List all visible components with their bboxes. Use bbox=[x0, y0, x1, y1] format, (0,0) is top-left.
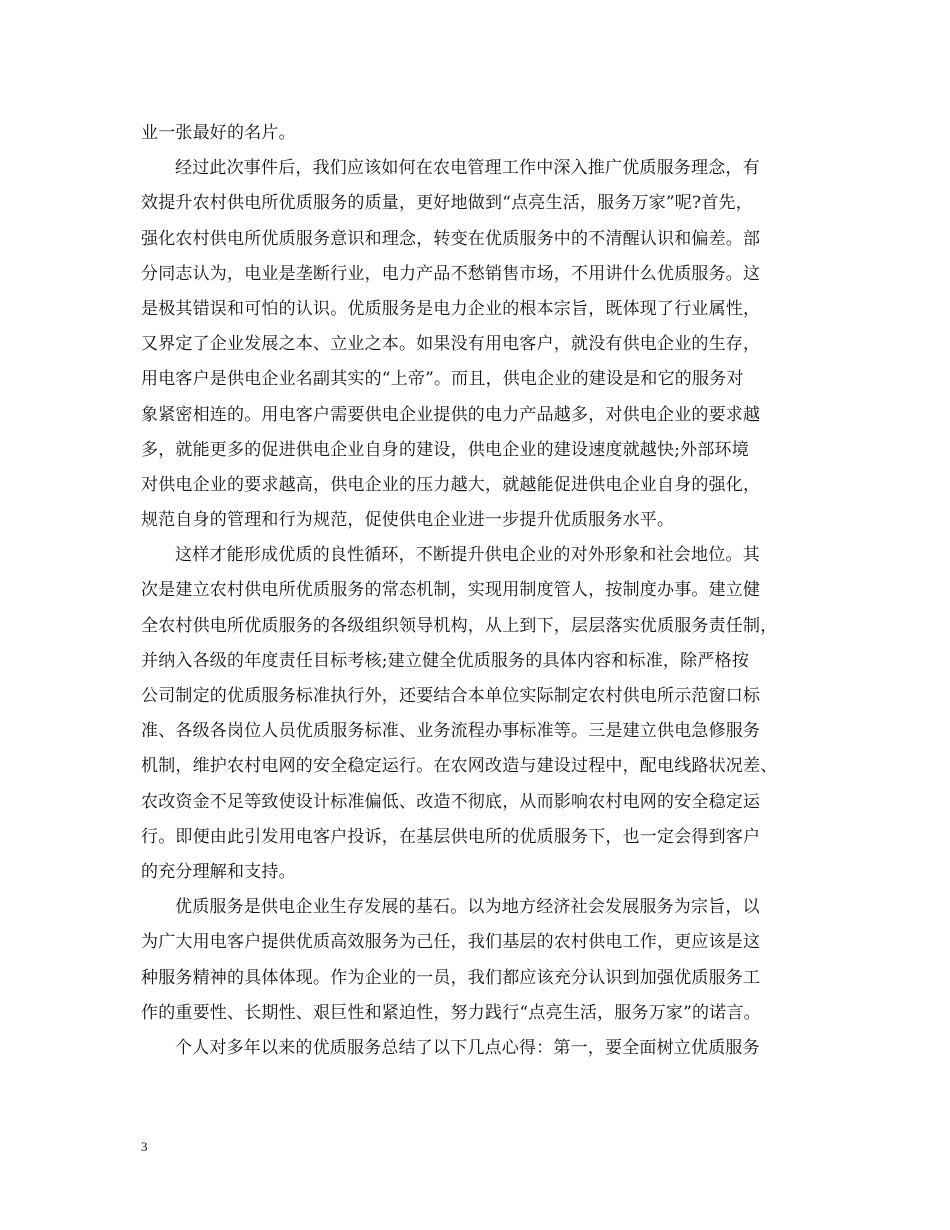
text-line: 行。即便由此引发用电客户投诉，在基层供电所的优质服务下，也一定会得到客户 bbox=[141, 826, 761, 847]
text-line: 全农村供电所优质服务的各级组织领导机构，从上到下，层层落实优质服务责任制， bbox=[141, 615, 778, 636]
text-line: 是极其错误和可怕的认识。优质服务是电力企业的根本宗旨，既体现了行业属性， bbox=[141, 298, 761, 319]
text-line: 个人对多年以来的优质服务总结了以下几点心得：第一，要全面树立优质服务 bbox=[175, 1037, 760, 1058]
text-line: 又界定了企业发展之本、立业之本。如果没有用电客户，就没有供电企业的生存， bbox=[141, 334, 761, 355]
text-line: 规范自身的管理和行为规范，促使供电企业进一步提升优质服务水平。 bbox=[141, 510, 675, 531]
text-line: 多，就能更多的促进供电企业自身的建设，供电企业的建设速度就越快;外部环境 bbox=[141, 439, 749, 460]
text-line: 经过此次事件后，我们应该如何在农电管理工作中深入推广优质服务理念，有 bbox=[175, 158, 760, 179]
text-line: 用电客户是供电企业名副其实的“上帝”。而且，供电企业的建设是和它的服务对 bbox=[141, 369, 744, 390]
text-line: 对供电企业的要求越高，供电企业的压力越大，就越能促进供电企业自身的强化， bbox=[141, 474, 761, 495]
text-line: 效提升农村供电所优质服务的质量，更好地做到“点亮生活，服务万家”呢?首先， bbox=[141, 193, 753, 214]
text-line: 为广大用电客户提供优质高效服务为己任，我们基层的农村供电工作，更应该是这 bbox=[141, 932, 761, 953]
text-line: 并纳入各级的年度责任目标考核;建立健全优质服务的具体内容和标准，除严格按 bbox=[141, 650, 749, 671]
text-line: 象紧密相连的。用电客户需要供电企业提供的电力产品越多，对供电企业的要求越 bbox=[141, 404, 761, 425]
body-text bbox=[141, 116, 821, 1066]
text-line: 优质服务是供电企业生存发展的基石。以为地方经济社会发展服务为宗旨，以 bbox=[175, 897, 760, 918]
text-line: 农改资金不足等致使设计标准偏低、改造不彻底，从而影响农村电网的安全稳定运 bbox=[141, 791, 761, 812]
text-line: 作的重要性、长期性、艰巨性和紧迫性，努力践行“点亮生活，服务万家”的诺言。 bbox=[141, 1002, 761, 1023]
page-number: 3 bbox=[141, 1139, 148, 1154]
text-line: 种服务精神的具体体现。作为企业的一员，我们都应该充分认识到加强优质服务工 bbox=[141, 967, 761, 988]
text-line: 业一张最好的名片。 bbox=[141, 123, 296, 143]
text-line: 公司制定的优质服务标准执行外，还要结合本单位实际制定农村供电所示范窗口标 bbox=[141, 686, 761, 706]
text-line: 这样才能形成优质的良性循环，不断提升供电企业的对外形象和社会地位。其 bbox=[175, 545, 760, 566]
text-line: 机制，维护农村电网的安全稳定运行。在农网改造与建设过程中，配电线路状况差、 bbox=[141, 756, 778, 777]
text-line: 次是建立农村供电所优质服务的常态机制，实现用制度管人，按制度办事。建立健 bbox=[141, 580, 761, 601]
text-line: 强化农村供电所优质服务意识和理念，转变在优质服务中的不清醒认识和偏差。部 bbox=[141, 228, 761, 249]
text-line: 的充分理解和支持。 bbox=[141, 861, 296, 882]
text-line: 准、各级各岗位人员优质服务标准、业务流程办事标准等。三是建立供电急修服务 bbox=[141, 721, 761, 742]
text-line: 分同志认为，电业是垄断行业，电力产品不愁销售市场，不用讲什么优质服务。这 bbox=[141, 263, 761, 284]
